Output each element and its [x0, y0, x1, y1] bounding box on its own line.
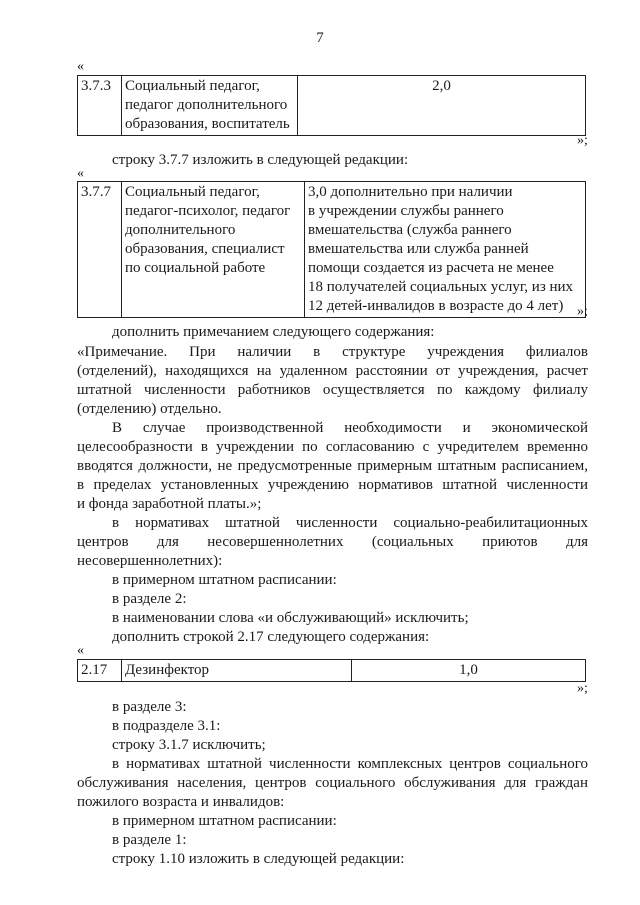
- staff-value: 2,0: [298, 76, 586, 136]
- paragraph: в примерном штатном расписании:: [112, 572, 337, 588]
- position-name-line: образования, специалист: [125, 241, 285, 257]
- paragraph: в наименовании слова «и обслуживающий» исключить;: [112, 610, 469, 626]
- row-number: 3.7.7: [78, 182, 122, 318]
- value-line: 3,0 дополнительно при наличии: [308, 184, 513, 200]
- complex-line: обслуживания населения, центров социального обслуживания для граждан: [77, 775, 588, 791]
- close-mark: »;: [577, 133, 588, 148]
- paragraph: в примерном штатном расписании:: [112, 813, 337, 829]
- row-number: 2.17: [78, 660, 122, 682]
- case-line: в пределах установленных учреждению нормативов штатной численности: [77, 477, 588, 493]
- value-line: 18 получателей социальных услуг, из них: [308, 279, 574, 295]
- position-name-line: педагог дополнительного: [125, 97, 288, 113]
- value-line: 12 детей-инвалидов в возрасте до 4 лет): [308, 298, 564, 314]
- note-line: штатной численности работников осуществляется по каждому филиалу: [77, 382, 588, 398]
- row-number: 3.7.3: [78, 76, 122, 136]
- norm-line: центров для несовершеннолетних (социальных приютов для: [77, 534, 588, 550]
- value-line: вмешательства (служба раннего: [308, 222, 512, 238]
- case-line: В случае производственной необходимости и экономической: [112, 420, 588, 436]
- open-quote: «: [77, 59, 84, 74]
- table-row-3-7-7: [77, 181, 586, 318]
- norm-line: несовершеннолетних):: [77, 553, 223, 569]
- close-mark: »;: [577, 681, 588, 696]
- position-name-line: по социальной работе: [125, 260, 266, 276]
- paragraph: дополнить строкой 2.17 следующего содержания:: [112, 629, 430, 645]
- note-line: «Примечание. При наличии в структуре учреждения филиалов: [77, 344, 588, 360]
- position-name: [122, 182, 305, 318]
- close-mark: »;: [577, 304, 588, 319]
- page-number: 7: [316, 30, 324, 46]
- paragraph: дополнить примечанием следующего содержания:: [112, 324, 435, 340]
- staff-value: 1,0: [352, 660, 586, 682]
- paragraph: в разделе 1:: [112, 832, 187, 848]
- position-name-line: педагог-психолог, педагог: [125, 203, 291, 219]
- case-line: и фонда заработной платы.»;: [77, 496, 262, 512]
- note-line: (отделений), находящихся на удаленном расстоянии от учреждения, расчет: [77, 363, 588, 379]
- norm-line: в нормативах штатной численности социально-реабилитационных: [112, 515, 588, 531]
- position-name-line: Социальный педагог,: [125, 184, 260, 200]
- paragraph: строку 1.10 изложить в следующей редакции:: [112, 851, 405, 867]
- paragraph: в разделе 2:: [112, 591, 187, 607]
- value-line: в учреждении службы раннего: [308, 203, 504, 219]
- paragraph: строку 3.7.7 изложить в следующей редакции:: [112, 152, 409, 168]
- position-name-line: дополнительного: [125, 222, 236, 238]
- table-row-3-7-3: [77, 75, 586, 136]
- position-name-line: Социальный педагог,: [125, 78, 260, 94]
- paragraph: строку 3.1.7 исключить;: [112, 737, 266, 753]
- table-row-2-17: [77, 659, 586, 682]
- complex-line: в нормативах штатной численности комплексных центров социального: [112, 756, 588, 772]
- value-line: вмешательства или служба ранней: [308, 241, 529, 257]
- paragraph: в подразделе 3.1:: [112, 718, 221, 734]
- case-line: целесообразности в учреждении по согласованию с учредителем временно: [77, 439, 588, 455]
- case-line: вводятся должности, не предусмотренные примерным штатным расписанием,: [77, 458, 588, 474]
- open-quote: «: [77, 643, 84, 658]
- complex-line: пожилого возраста и инвалидов:: [77, 794, 285, 810]
- note-line: (отделению) отдельно.: [77, 401, 222, 417]
- position-name: Дезинфектор: [122, 660, 352, 682]
- position-name-line: образования, воспитатель: [125, 116, 290, 132]
- value-line: помощи создается из расчета не менее: [308, 260, 554, 276]
- open-quote: «: [77, 166, 84, 181]
- staff-value: [305, 182, 586, 318]
- paragraph: в разделе 3:: [112, 699, 187, 715]
- position-name: [122, 76, 298, 136]
